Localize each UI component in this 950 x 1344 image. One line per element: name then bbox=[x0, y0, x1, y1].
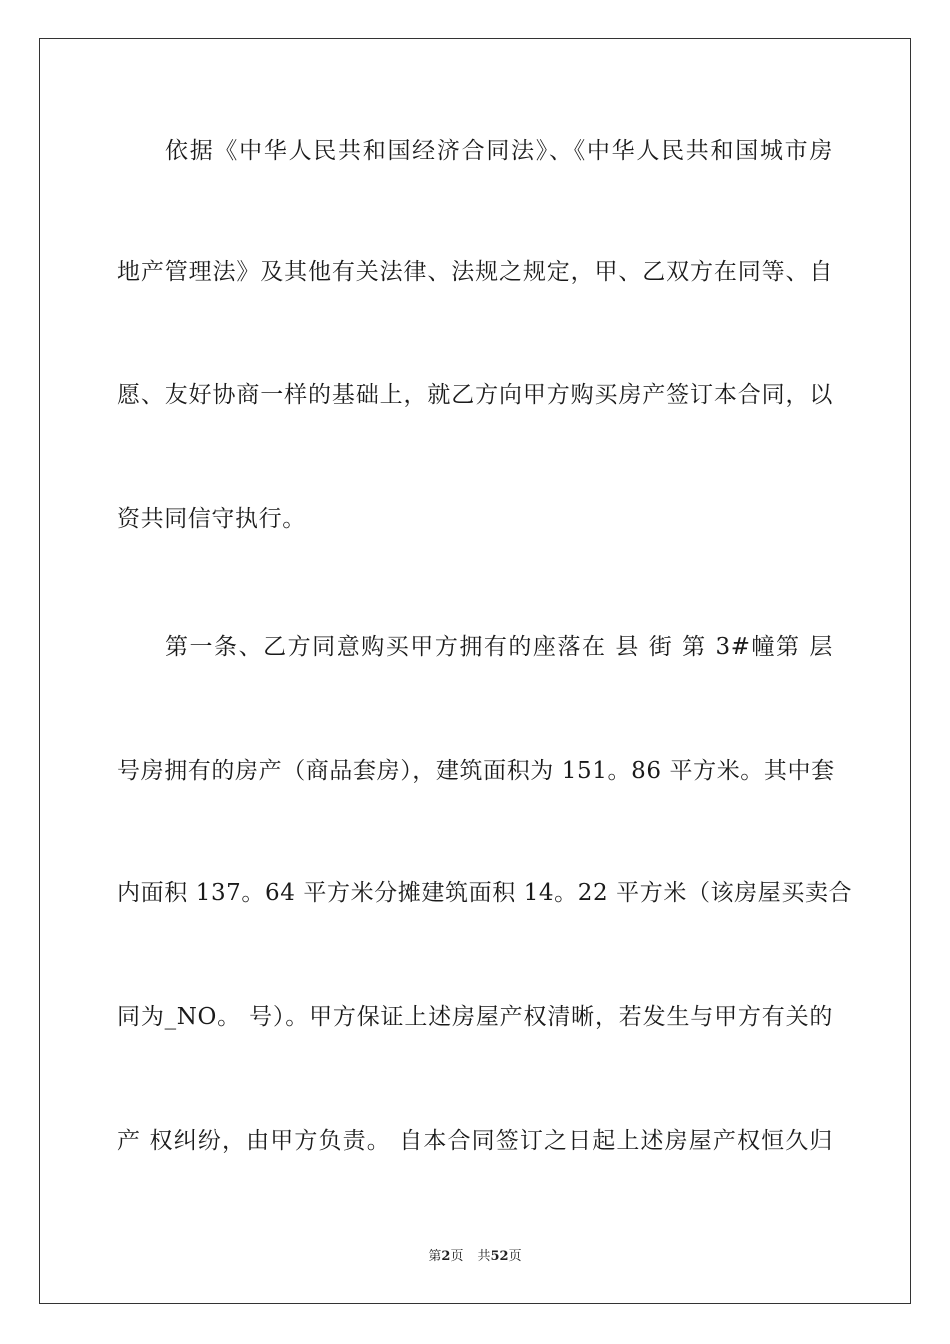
paragraph-2-line-2: 号房拥有的房产（商品套房），建筑面积为 151。86 平方米。其中套 bbox=[117, 758, 835, 784]
paragraph-2-line-5: 产 权纠纷，由甲方负责。 自本合同签订之日起上述房屋产权恒久归 bbox=[117, 1128, 833, 1154]
total-suffix: 页 bbox=[508, 1249, 522, 1264]
page-suffix: 页 bbox=[450, 1249, 464, 1264]
paragraph-2-line-3: 内面积 137。64 平方米分摊建筑面积 14。22 平方米（该房屋买卖合 bbox=[117, 880, 853, 906]
page-border bbox=[39, 38, 911, 1304]
paragraph-2-line-1: 第一条、乙方同意购买甲方拥有的座落在 县 街 第 3#幢第 层 bbox=[165, 634, 833, 660]
paragraph-1-line-1: 依据《中华人民共和国经济合同法》、《中华人民共和国城市房 bbox=[165, 138, 833, 164]
page-number: 2 bbox=[441, 1249, 451, 1264]
total-prefix: 共 bbox=[477, 1249, 491, 1264]
paragraph-1-line-2: 地产管理法》及其他有关法律、法规之规定，甲、乙双方在同等、自 bbox=[117, 259, 833, 285]
paragraph-1-line-3: 愿、友好协商一样的基础上，就乙方向甲方购买房产签订本合同，以 bbox=[117, 382, 833, 408]
paragraph-1-line-4: 资共同信守执行。 bbox=[117, 506, 306, 532]
page-footer bbox=[0, 1248, 950, 1266]
paragraph-2-line-4: 同为_NO。 号）。甲方保证上述房屋产权清晰，若发生与甲方有关的 bbox=[117, 1004, 833, 1030]
total-pages: 52 bbox=[490, 1249, 509, 1264]
page-prefix: 第 bbox=[428, 1249, 442, 1264]
